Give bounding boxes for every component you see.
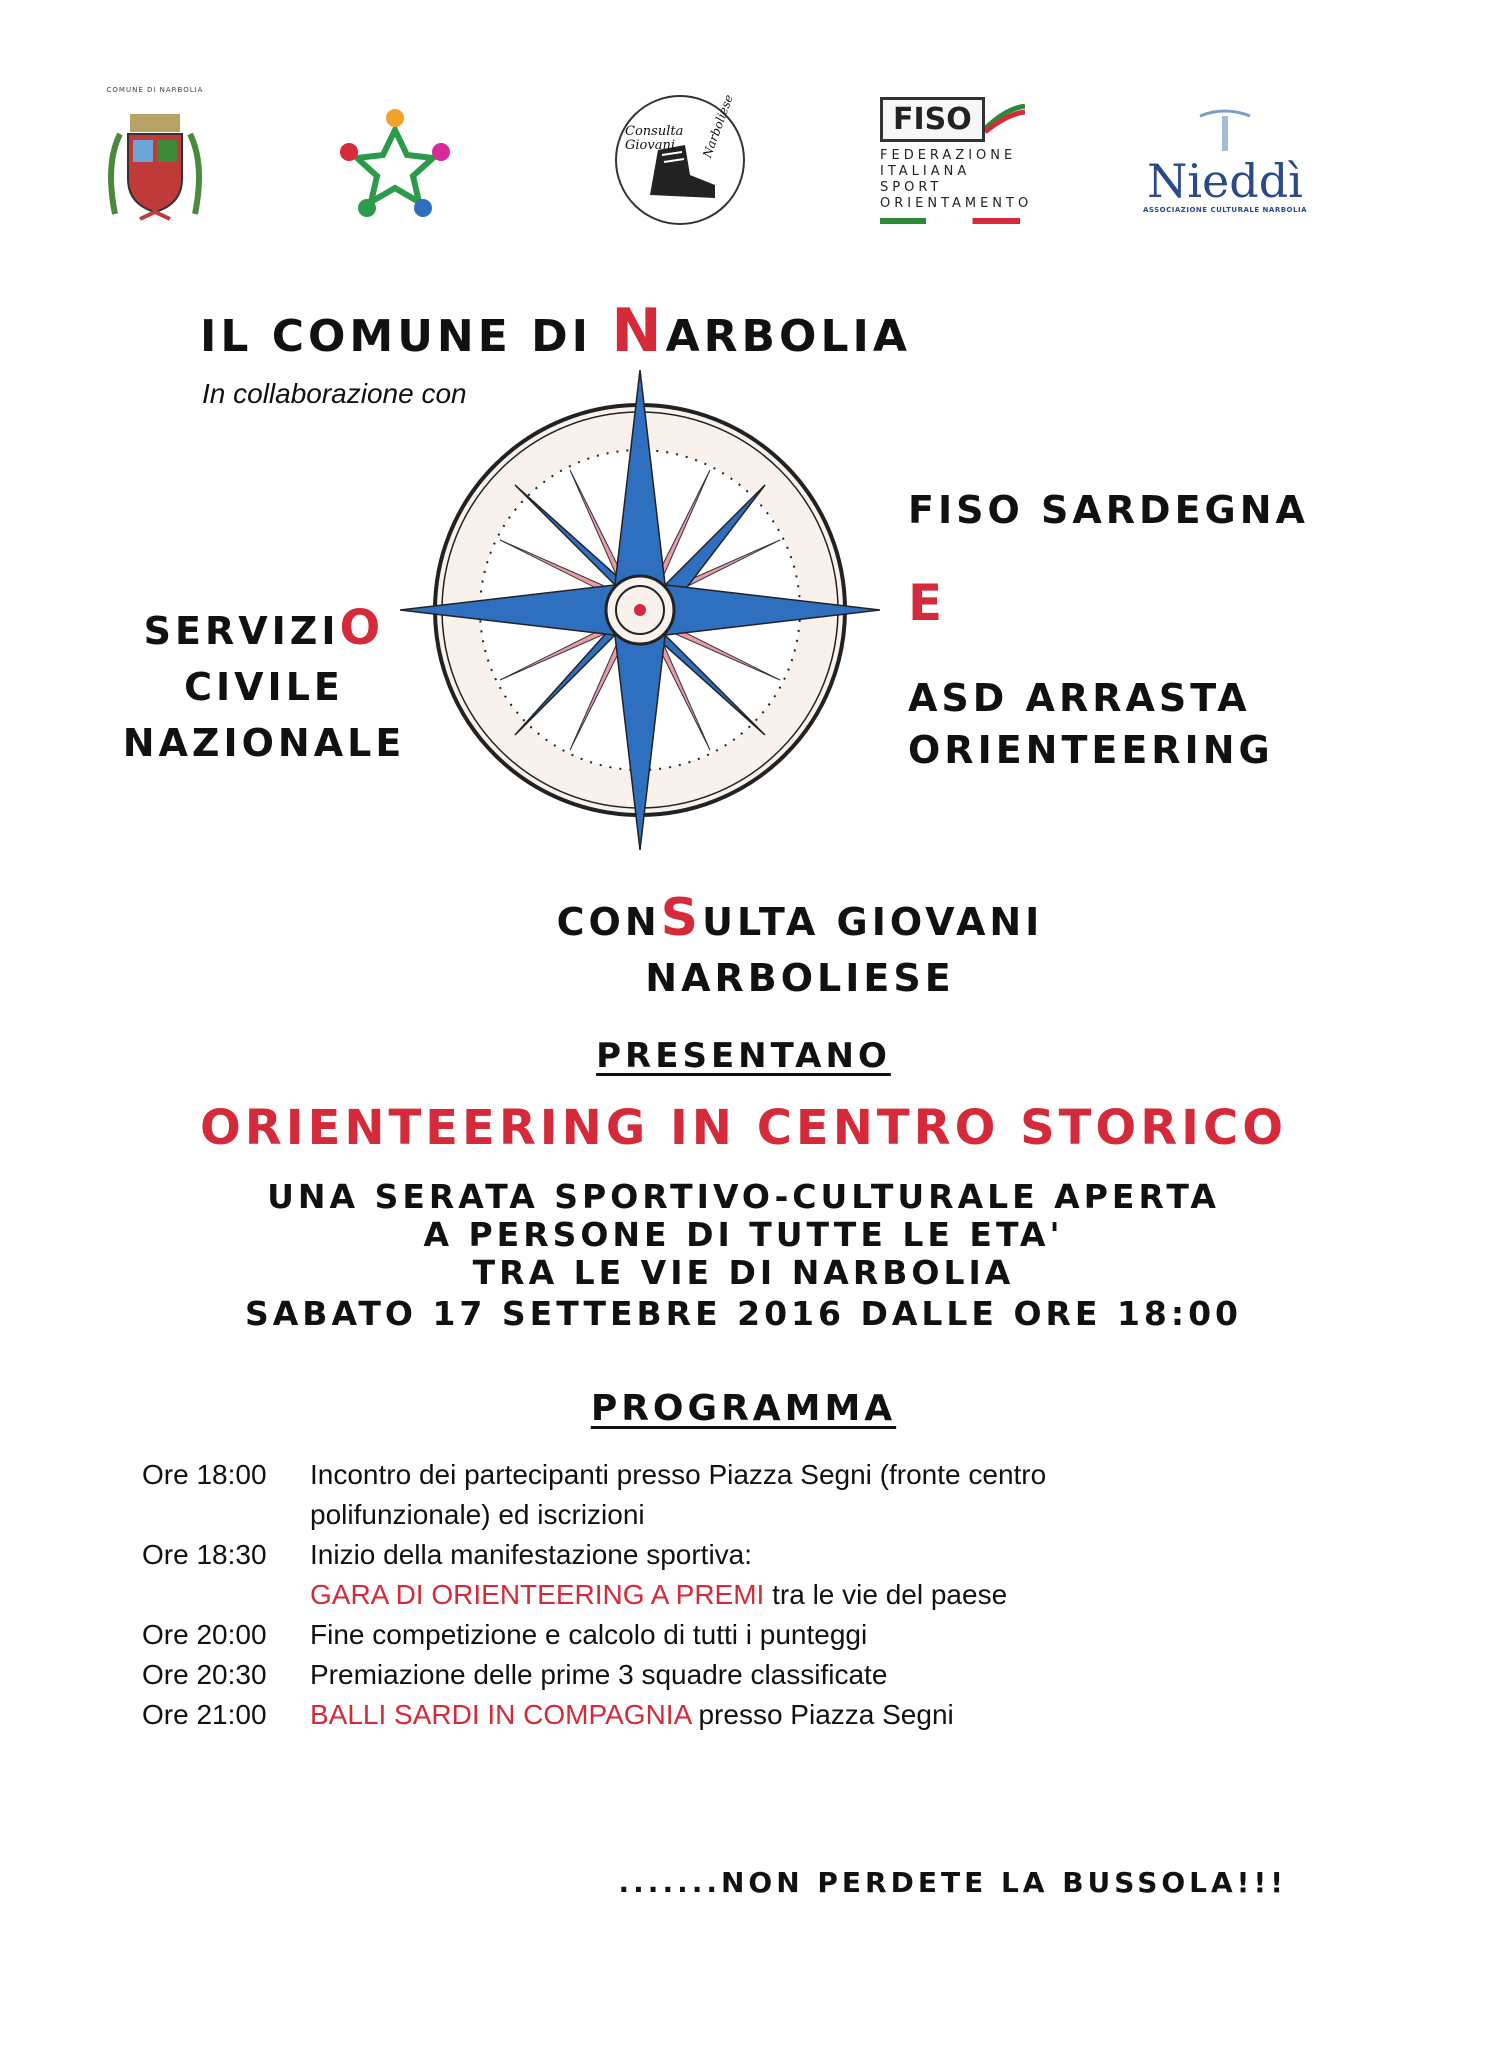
partner-servizio-civile: SERVIZIO CIVILE NAZIONALE xyxy=(122,600,406,765)
collaboration-label: In collaborazione con xyxy=(202,378,467,409)
program-list xyxy=(142,1455,1362,1735)
fiso-line-3: SPORT xyxy=(880,179,943,195)
footer-slogan: .......NON PERDETE LA BUSSOLA!!! xyxy=(618,1866,1287,1899)
program-text: Incontro dei partecipanti presso Piazza Segni (fronte centro xyxy=(310,1459,1047,1490)
program-text: Premiazione delle prime 3 squadre classificate xyxy=(310,1659,888,1690)
fiso-line-2: ITALIANA xyxy=(880,163,971,179)
people-star-icon xyxy=(335,100,455,220)
page-title: IL COMUNE DI NARBOLIA xyxy=(200,296,911,366)
spring-water-icon xyxy=(1195,106,1255,156)
comune-logo xyxy=(80,70,230,250)
program-text: Fine competizione e calcolo di tutti i punteggi xyxy=(310,1619,868,1650)
partner-conjunction: E xyxy=(908,574,947,632)
program-row xyxy=(142,1655,1362,1695)
program-time: Ore 21:00 xyxy=(142,1699,267,1730)
flag-swoosh-icon xyxy=(985,104,1025,134)
consulta-side: Narboliese xyxy=(700,92,736,160)
title-red-letter: N xyxy=(611,296,666,366)
program-text: Inizio della manifestazione sportiva: xyxy=(310,1539,753,1570)
event-description: UNA SERATA SPORTIVO-CULTURALE APERTA A PERSONE DI TUTTE LE ETA' TRA LE VIE DI NARBOLIA xyxy=(267,1177,1220,1292)
presentano-heading: PRESENTANO xyxy=(596,1036,891,1076)
program-row xyxy=(142,1615,1362,1655)
consulta-text: Consulta Giovani xyxy=(625,124,684,153)
program-time: Ore 18:00 xyxy=(142,1459,267,1490)
program-highlight: GARA DI ORIENTEERING A PREMI xyxy=(310,1579,765,1610)
program-row xyxy=(142,1455,1362,1535)
consulta-giovani-logo xyxy=(605,70,755,250)
program-text-after: tra le vie del paese xyxy=(764,1579,1008,1610)
fiso-logo xyxy=(880,70,1050,250)
italian-flag-bar xyxy=(880,218,1020,224)
partner-asd-arrasta: ASD ARRASTA ORIENTEERING xyxy=(908,676,1274,772)
nieddi-logo xyxy=(1130,70,1320,250)
fiso-line-4: ORIENTAMENTO xyxy=(880,195,1033,211)
program-row xyxy=(142,1695,1362,1735)
fiso-title: FISO xyxy=(880,97,985,142)
comune-caption: COMUNE DI NARBOLIA xyxy=(106,86,204,94)
coat-of-arms-icon xyxy=(100,104,210,234)
program-highlight: BALLI SARDI IN COMPAGNIA xyxy=(310,1699,691,1730)
program-time: Ore 20:30 xyxy=(142,1659,267,1690)
event-title: ORIENTEERING IN CENTRO STORICO xyxy=(199,1100,1288,1156)
program-text-after: presso Piazza Segni xyxy=(690,1699,954,1730)
servizio-civile-logo xyxy=(325,70,465,250)
program-text-cont: polifunzionale) ed iscrizioni xyxy=(310,1499,645,1530)
fiso-line-1: FEDERAZIONE xyxy=(880,147,1017,163)
event-date: SABATO 17 SETTEBRE 2016 DALLE ORE 18:00 xyxy=(244,1294,1243,1333)
program-time: Ore 20:00 xyxy=(142,1619,267,1650)
partner-fiso-sardegna: FISO SARDEGNA xyxy=(908,488,1309,532)
nieddi-title: Nieddì xyxy=(1147,154,1303,208)
nieddi-sub: ASSOCIAZIONE CULTURALE NARBOLIA xyxy=(1142,206,1307,214)
program-time: Ore 18:30 xyxy=(142,1539,267,1570)
partner-consulta-giovani: CONSULTA GIOVANI NARBOLIESE xyxy=(556,888,1044,1000)
program-heading: PROGRAMMA xyxy=(590,1388,897,1429)
compass-rose-icon xyxy=(400,370,880,850)
program-row xyxy=(142,1535,1362,1615)
